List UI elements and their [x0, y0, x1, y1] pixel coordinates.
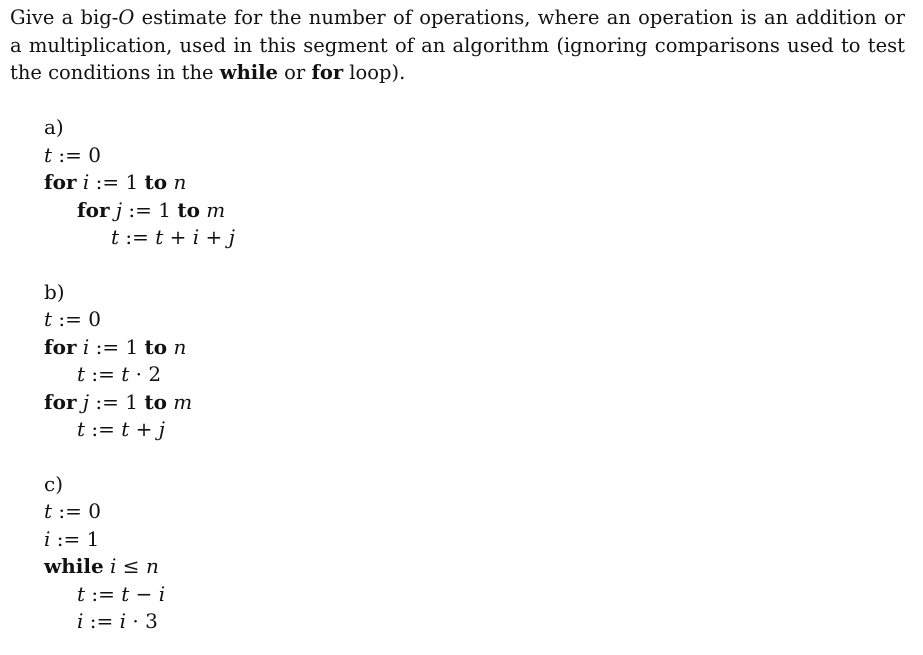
- part-b-line-3: t := t · 2: [77, 362, 162, 386]
- question-part-4: loop).: [343, 61, 406, 84]
- part-c-line-2: i := 1: [44, 527, 100, 551]
- while-keyword: while: [219, 61, 278, 84]
- part-a-label: a): [44, 115, 64, 139]
- part-c-line-4: t := t − i: [77, 582, 166, 606]
- question-text: [10, 4, 905, 87]
- part-a-line-3: for j := 1 to m: [77, 198, 226, 222]
- part-a-line-4: t := t + i + j: [111, 225, 235, 249]
- part-c-line-5: i := i · 3: [77, 609, 158, 633]
- question-part-3: or: [277, 61, 312, 84]
- part-a-line-2: for i := 1 to n: [44, 170, 187, 194]
- part-b-line-5: t := t + j: [77, 417, 165, 441]
- part-c-line-3: while i ≤ n: [44, 554, 159, 578]
- big-o-symbol: O: [118, 6, 135, 29]
- for-keyword: for: [311, 61, 344, 84]
- question-part-1: Give a big-: [10, 6, 119, 29]
- part-c-label: c): [44, 472, 64, 496]
- part-b-line-2: for i := 1 to n: [44, 335, 187, 359]
- part-a-line-1: t := 0: [44, 143, 101, 167]
- part-b-label: b): [44, 280, 65, 304]
- part-c-line-1: t := 0: [44, 499, 101, 523]
- part-b-line-1: t := 0: [44, 307, 101, 331]
- question-part-2: estimate for the number of operations, where an operation is an addition or a multiplication, used in this segment of an algorithm (ignoring comparisons used to test the conditions in the: [10, 6, 906, 84]
- part-b-line-4: for j := 1 to m: [44, 390, 193, 414]
